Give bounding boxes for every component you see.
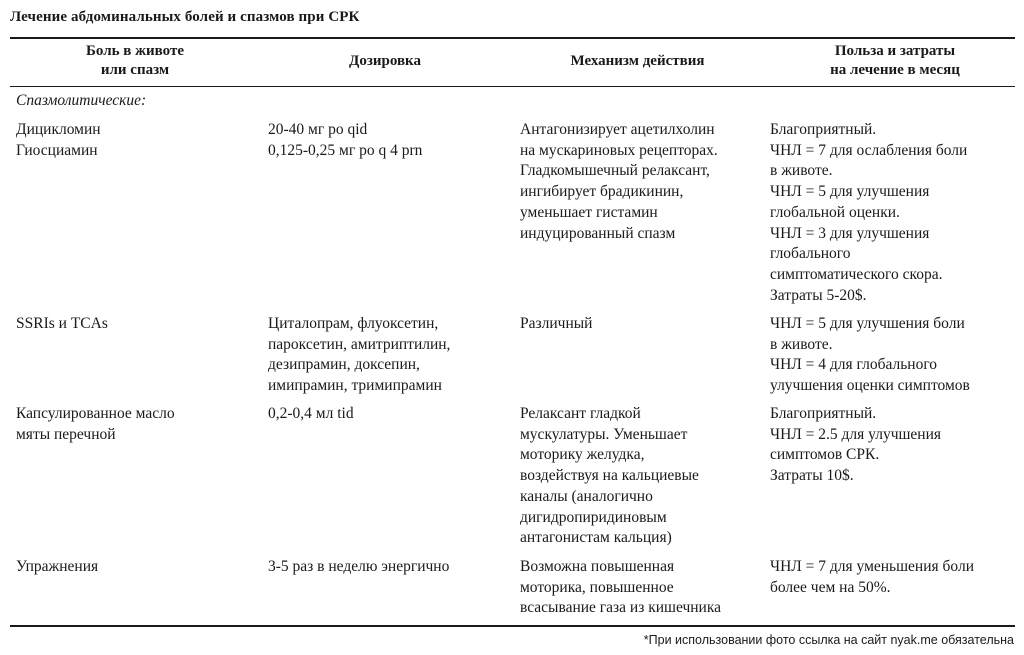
header-mechanism: Механизм действия <box>570 53 705 69</box>
row-1-name: Дицикломин Гиосциамин <box>16 121 101 159</box>
table-title: Лечение абдоминальных болей и спазмов при СРК <box>10 9 360 25</box>
footnote: *При использовании фото ссылка на сайт nyak.me обязательна <box>643 633 1014 647</box>
row-2-mechanism: Различный <box>520 315 593 332</box>
row-1-benefit: Благоприятный. ЧНЛ = 7 для ослабления боли в животе. ЧНЛ = 5 для улучшения глобальной оценки. ЧНЛ = 3 для улучшения глобального симптоматического скора. Затраты 5-20$. <box>770 121 968 304</box>
row-2-benefit: ЧНЛ = 5 для улучшения боли в животе. ЧНЛ = 4 для глобального улучшения оценки симптомов <box>770 315 970 395</box>
row-1-dosage: 20-40 мг po qid 0,125-0,25 мг po q 4 prn <box>268 121 423 159</box>
header-pain: Боль в животе или спазм <box>85 43 184 78</box>
row-4-dosage: 3-5 раз в неделю энергично <box>268 558 450 575</box>
section-label: Спазмолитические: <box>16 92 147 109</box>
row-3-mechanism: Релаксант гладкой мускулатуры. Уменьшает моторику желудка, воздействуя на кальциевые каналы (аналогично дигидропиридиновым антагонистам кальция) <box>520 405 699 547</box>
header-benefit: Польза и затраты на лечение в месяц <box>830 43 960 78</box>
header-dosage: Дозировка <box>349 53 421 69</box>
row-2-dosage: Циталопрам, флуоксетин, пароксетин, амитриптилин, дезипрамин, доксепин, имипрамин, тримипрамин <box>268 315 451 395</box>
row-2-name: SSRIs и TCAs <box>16 315 108 332</box>
row-3-dosage: 0,2-0,4 мл tid <box>268 405 354 422</box>
row-3-name: Капсулированное масло мяты перечной <box>16 405 175 443</box>
row-3-benefit: Благоприятный. ЧНЛ = 2.5 для улучшения симптомов СРК. Затраты 10$. <box>770 405 942 485</box>
top-rule <box>10 37 1015 39</box>
header-rule <box>10 86 1015 87</box>
row-4-mechanism: Возможна повышенная моторика, повышенное всасывание газа из кишечника <box>520 558 722 617</box>
bottom-rule <box>10 625 1015 627</box>
row-1-mechanism: Антагонизирует ацетилхолин на мускариновых рецепторах. Гладкомышечный релаксант, ингибирует брадикинин, уменьшает гистамин индуцированный спазм <box>520 121 718 242</box>
row-4-benefit: ЧНЛ = 7 для уменьшения боли более чем на 50%. <box>770 558 974 596</box>
row-4-name: Упражнения <box>16 558 99 575</box>
